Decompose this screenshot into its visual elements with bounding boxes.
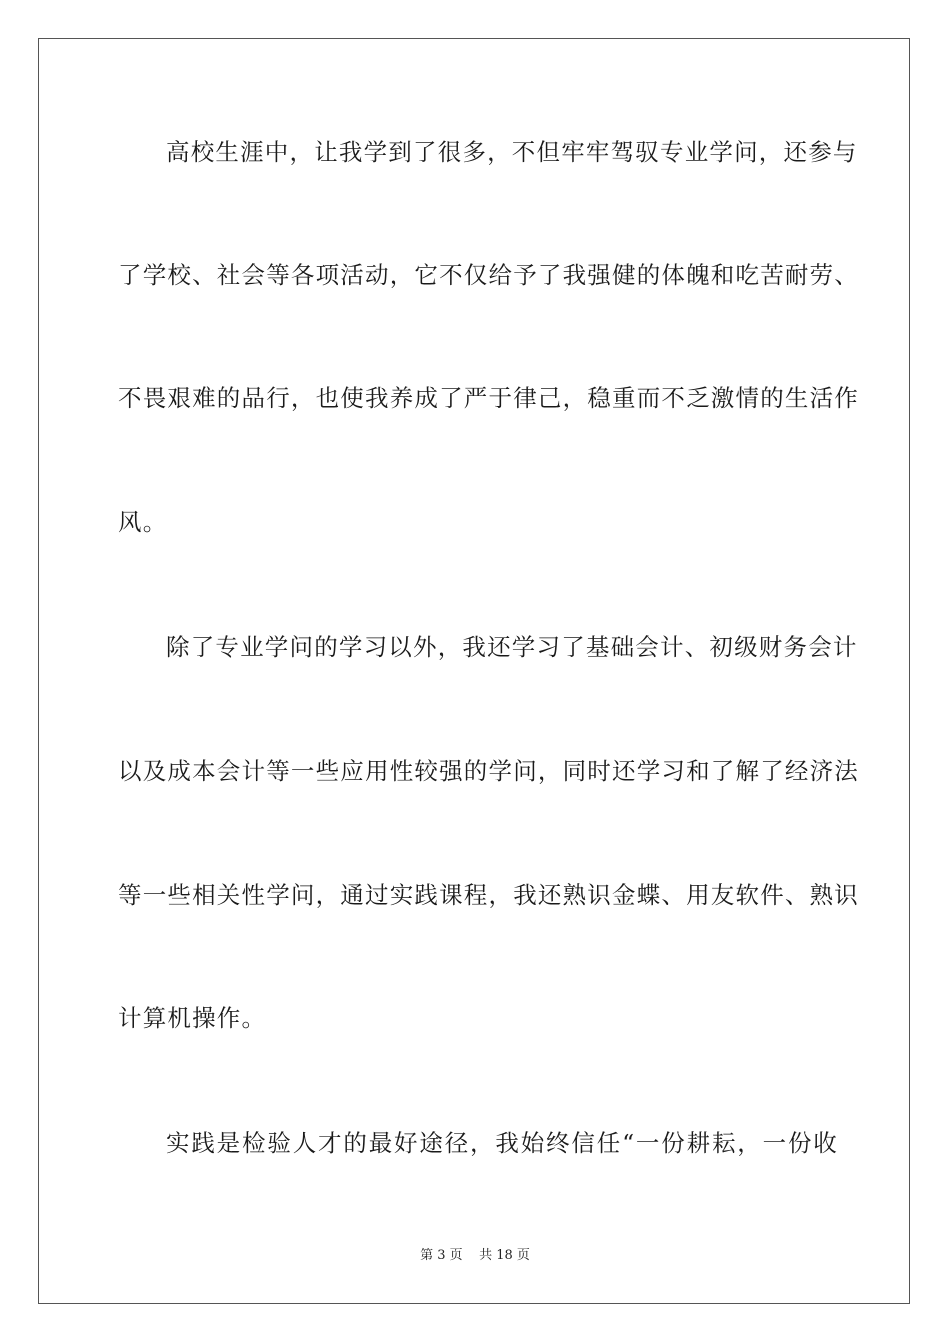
paragraph-2-line-2: 以及成本会计等一些应用性较强的学问，同时还学习和了解了经济法 — [118, 757, 859, 785]
paragraph-1-line-1: 高校生涯中，让我学到了很多，不但牢牢驾驭专业学问，还参与 — [166, 138, 858, 166]
paragraph-1-line-4: 风。 — [118, 508, 168, 536]
paragraph-2-line-3: 等一些相关性学问，通过实践课程，我还熟识金蝶、用友软件、熟识 — [118, 881, 859, 909]
paragraph-2-line-1: 除了专业学问的学习以外，我还学习了基础会计、初级财务会计 — [166, 633, 858, 661]
page-number-footer: 第 3 页 共 18 页 — [420, 1248, 530, 1263]
page-border — [38, 38, 910, 1304]
paragraph-3-line-1: 实践是检验人才的最好途径，我始终信任“一份耕耘，一份收 — [166, 1129, 838, 1157]
paragraph-2-line-4: 计算机操作。 — [118, 1004, 267, 1032]
paragraph-1-line-2: 了学校、社会等各项活动，它不仅给予了我强健的体魄和吃苦耐劳、 — [118, 261, 859, 289]
paragraph-1-line-3: 不畏艰难的品行，也使我养成了严于律己，稳重而不乏激情的生活作 — [118, 384, 859, 412]
